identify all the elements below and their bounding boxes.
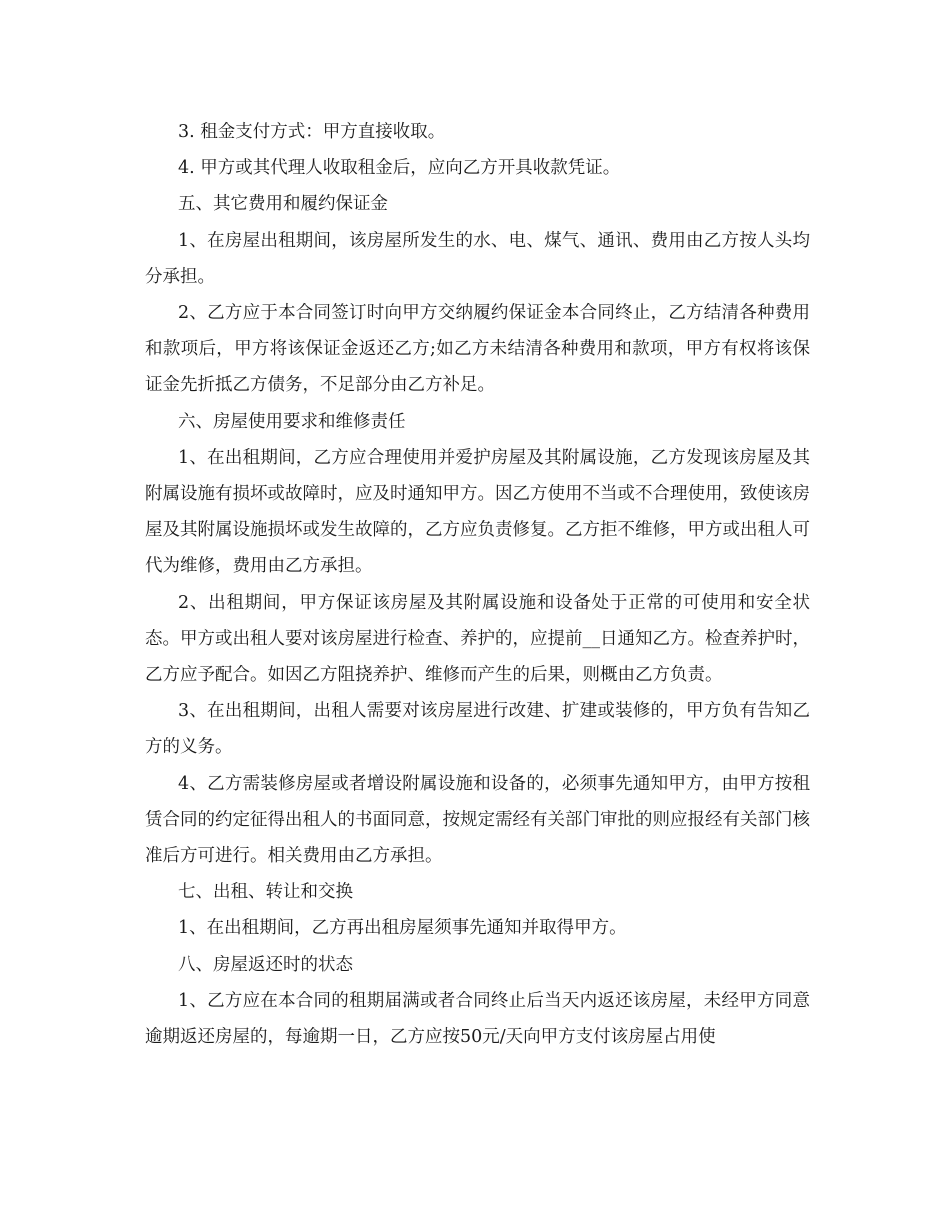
paragraph-sublet: 1、在出租期间，乙方再出租房屋须事先通知并取得甲方。 — [178, 918, 627, 939]
section-heading-fees-deposit: 五、其它费用和履约保证金 — [178, 194, 388, 215]
paragraph-return-house: 1、乙方应在本合同的租期届满或者合同终止后当天内返还该房屋，未经甲方同意逾期返还房屋的，每逾期一日，乙方应按50元/天向甲方支付该房屋占用使 — [145, 990, 810, 1048]
paragraph-renovation-notice: 3、在出租期间，出租人需要对该房屋进行改建、扩建或装修的，甲方负有告知乙方的义务。 — [145, 701, 810, 758]
paragraph-rent-payment-method: 3. 租金支付方式：甲方直接收取。 — [178, 122, 446, 142]
paragraph-proper-use: 1、在出租期间，乙方应合理使用并爱护房屋及其附属设施，乙方发现该房屋及其附属设施有损坏或故障时，应及时通知甲方。因乙方使用不当或不合理使用，致使该房屋及其附属设施损坏或发生故障的，乙方应负责修复。乙方拒不维修，甲方或出租人可代为维修，费用由乙方承担。 — [145, 447, 810, 577]
section-heading-use-maintenance: 六、房屋使用要求和维修责任 — [178, 411, 406, 432]
section-heading-sublet-transfer: 七、出租、转让和交换 — [178, 882, 353, 903]
paragraph-tenant-decoration: 4、乙方需装修房屋或者增设附属设施和设备的，必须事先通知甲方，由甲方按租赁合同的约定征得出租人的书面同意，按规定需经有关部门审批的则应报经有关部门核准后方可进行。相关费用由乙方承担。 — [145, 773, 810, 867]
paragraph-performance-deposit: 2、乙方应于本合同签订时向甲方交纳履约保证金本合同终止，乙方结清各种费用和款项后，甲方将该保证金返还乙方;如乙方未结清各种费用和款项，甲方有权将该保证金先折抵乙方债务，不足部分由乙方补足。 — [145, 303, 810, 396]
paragraph-safety-inspection: 2、出租期间，甲方保证该房屋及其附属设施和设备处于正常的可使用和安全状态。甲方或出租人要对该房屋进行检查、养护的，应提前__日通知乙方。检查养护时，乙方应予配合。如因乙方阻挠养护、维修而产生的后果，则概由乙方负责。 — [145, 592, 810, 686]
document-body — [145, 114, 810, 1055]
paragraph-utility-fees: 1、在房屋出租期间，该房屋所发生的水、电、煤气、通讯、费用由乙方按人头均分承担。 — [145, 230, 810, 287]
section-heading-return-condition: 八、房屋返还时的状态 — [178, 954, 353, 975]
paragraph-rent-receipt: 4. 甲方或其代理人收取租金后，应向乙方开具收款凭证。 — [178, 158, 621, 179]
